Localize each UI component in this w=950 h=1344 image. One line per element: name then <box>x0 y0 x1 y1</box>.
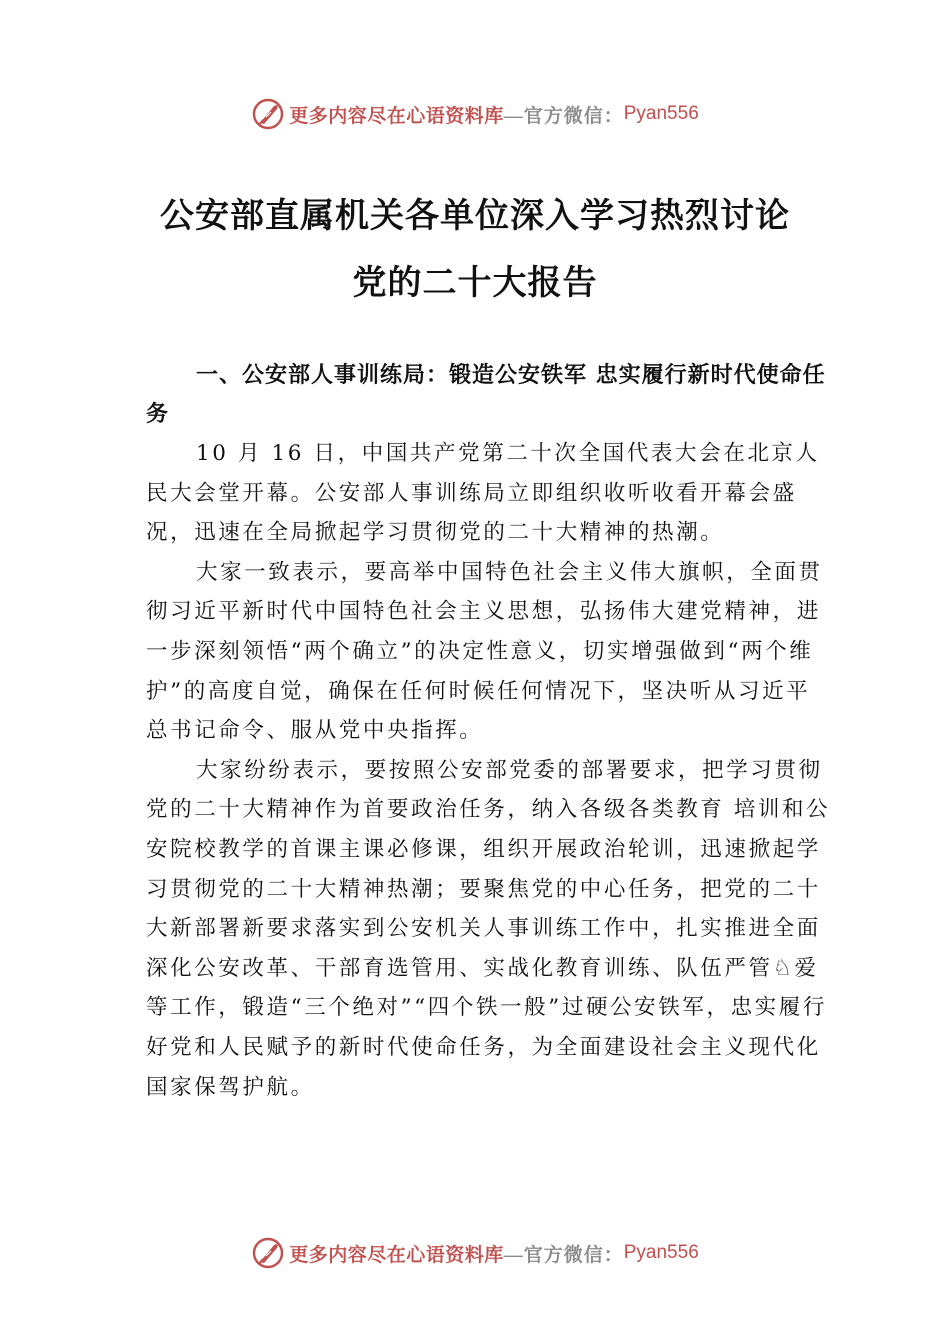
quill-pen-logo-icon <box>251 97 285 131</box>
header-banner <box>0 94 950 134</box>
document-body <box>146 356 832 1107</box>
banner-rest-text: —官方微信： <box>503 1244 624 1266</box>
banner-wechat-id: Pyan556 <box>623 1242 699 1263</box>
banner-lead-text: 更多内容尽在心语资料库 <box>289 105 504 127</box>
body-paragraph-1: 10 月 16 日，中国共产党第二十次全国代表大会在北京人民大会堂开幕。公安部人事训练局立即组织收听收看开幕会盛况，迅速在全局掀起学习贯彻党的二十大精神的热潮。 <box>146 441 820 546</box>
banner-lead-text: 更多内容尽在心语资料库 <box>289 1244 504 1266</box>
body-paragraph-2: 大家一致表示，要高举中国特色社会主义伟大旗帜，全面贯彻习近平新时代中国特色社会主义思想，弘扬伟大建党精神，进一步深刻领悟“两个确立”的决定性意义，切实增强做到“两个维护”的高度自觉，确保在任何时候任何情况下，坚决听从习近平总书记命令、服从党中央指挥。 <box>146 559 823 744</box>
document-title-line-2: 党的二十大报告 <box>352 263 598 303</box>
body-paragraph-3: 大家纷纷表示，要按照公安部党委的部署要求，把学习贯彻党的二十大精神作为首要政治任务，纳入各级各类教育 培训和公安院校教学的首课主课必修课，组织开展政治轮训，迅速掀起学习贯彻党的二十大精神热潮；要聚焦党的中心任务，把党的二十大新部署新要求落实到公安机关人事训练工作中，扎实推进全面深化公安改革、干部育选管用、实战化教育训练、队伍严管♘爱等工作，锻造“三个绝对”“四个铁一般”过硬公安铁军，忠实履行好党和人民赋予的新时代使命任务，为全面建设社会主义现代化国家保驾护航。 <box>146 757 831 1100</box>
banner-rest-text: —官方微信： <box>503 105 624 127</box>
quill-pen-logo-icon <box>251 1236 285 1270</box>
banner-wechat-id: Pyan556 <box>623 103 699 124</box>
document-title-line-1: 公安部直属机关各单位深入学习热烈讨论 <box>160 196 790 236</box>
footer-banner <box>0 1233 950 1273</box>
section-heading: 一、公安部人事训练局：锻造公安铁军 忠实履行新时代使命任务 <box>146 363 826 427</box>
